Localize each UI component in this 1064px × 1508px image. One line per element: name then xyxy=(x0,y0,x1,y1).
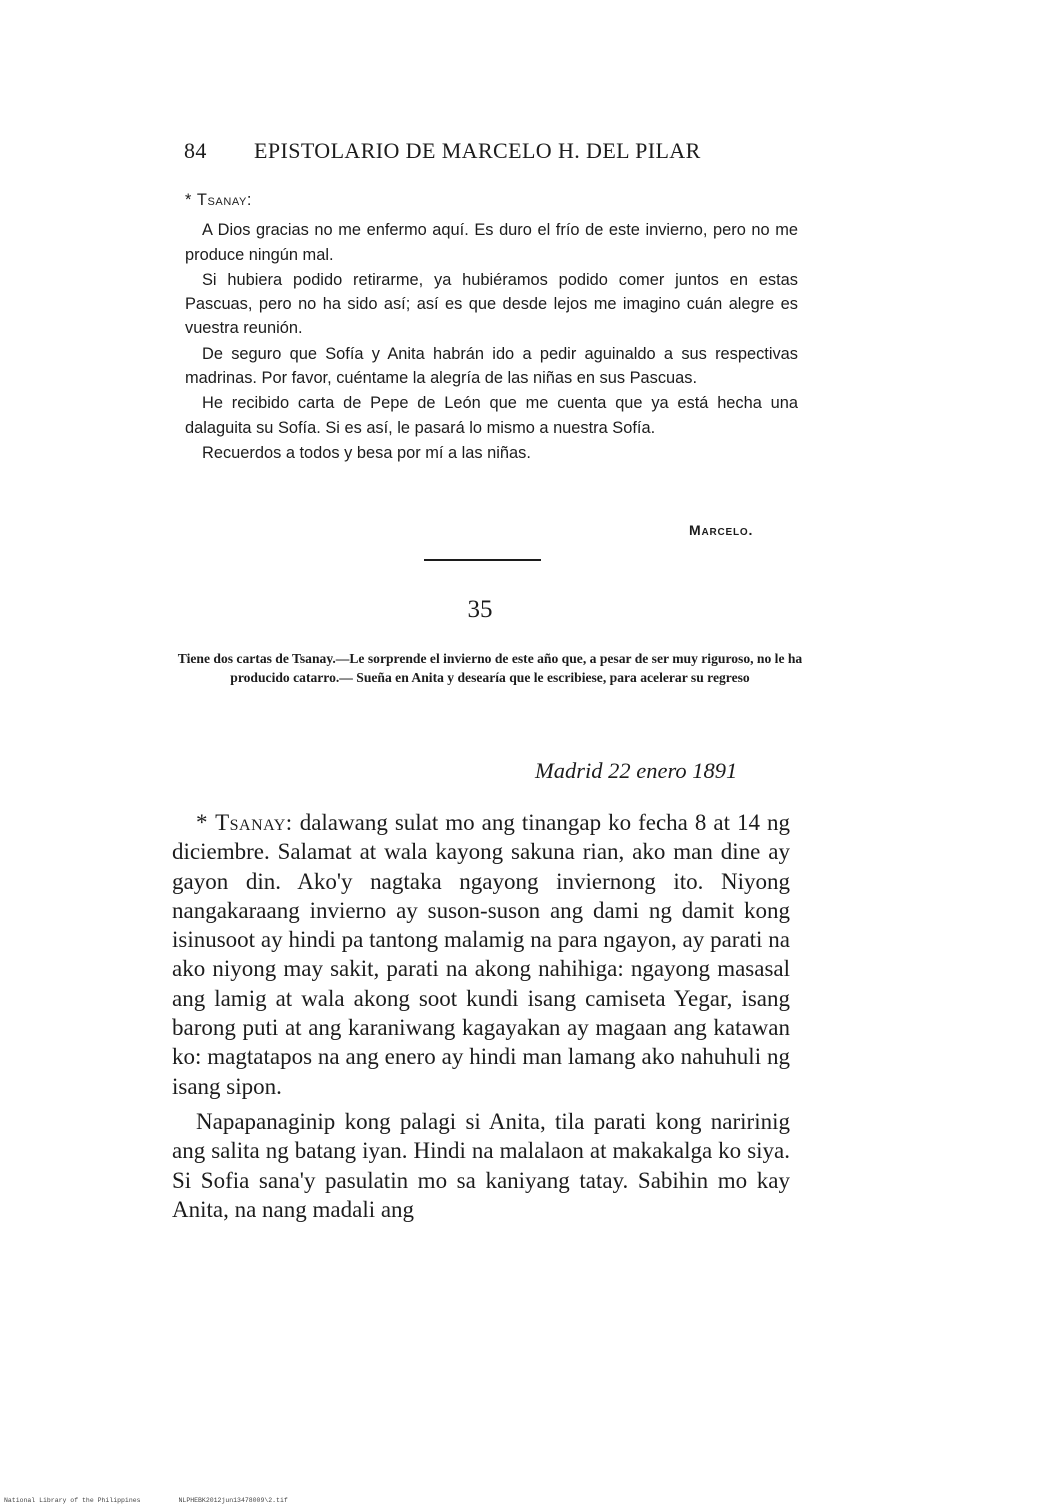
library-credit: National Library of the Philippines xyxy=(4,1497,141,1504)
letter-34-signature: Marcelo. xyxy=(689,522,754,538)
scan-id: NLPHEBK2012jun13478009\2.tif xyxy=(178,1497,288,1504)
letter-35-salutation: * Tsanay: xyxy=(196,810,293,835)
letter-34-salutation: * Tsanay: xyxy=(185,191,253,209)
letter-35-summary: Tiene dos cartas de Tsanay.—Le sorprende el invierno de este año que, a pesar de ser muy riguroso, no le ha producido catarro.— Sueña en Anita y desearía que le escribiese, para acelerar su regreso xyxy=(177,651,803,685)
letter-34-paragraph: De seguro que Sofía y Anita habrán ido a pedir aguinaldo a sus respectivas madrinas. Por favor, cuéntame la alegría de las niñas en sus Pascuas. xyxy=(185,344,798,388)
letter-34-body xyxy=(185,188,798,465)
letter-35-number: 35 xyxy=(467,596,493,623)
letter-35-body xyxy=(172,808,790,1224)
letter-35-dateline: Madrid 22 enero 1891 xyxy=(535,758,738,783)
page-number: 84 xyxy=(184,138,207,163)
letter-35-paragraph-1-text: dalawang sulat mo ang tinangap ko fecha 8 at 14 ng diciembre. Salamat at wala kayong sakuna rian, ako man dine ay gayon din. Ako'y nagtaka ngayong inviernong ito. Niyong nangakaraang invierno ay suson-suson ang dami ng damit kong isinusoot ay hindi pa tantong malamig na para ngayon, ay parati na ako niyong may sakit, parati na akong nahihiga: ngayong masasal ang lamig at wala akong soot kundi isang camiseta Yegar, isang barong puti at ang karaniwang kagayakan ay magaan ang katawan ko: magtatapos na ang enero ay hindi man lamang ako nahuhuli ng isang sipon. xyxy=(172,810,790,1099)
scan-footer xyxy=(4,1497,288,1504)
section-divider xyxy=(424,559,541,561)
letter-35-paragraph xyxy=(172,808,790,1101)
running-title: EPISTOLARIO DE MARCELO H. DEL PILAR xyxy=(254,138,701,163)
letter-34-paragraph: Recuerdos a todos y besa por mí a las niñas. xyxy=(202,443,531,462)
letter-34-paragraph: A Dios gracias no me enfermo aquí. Es duro el frío de este invierno, pero no me produce ningún mal. xyxy=(185,221,798,264)
running-header xyxy=(184,138,744,164)
letter-34-paragraph: He recibido carta de Pepe de León que me cuenta que ya está hecha una dalaguita su Sofía. Si es así, le pasará lo mismo a nuestra Sofía. xyxy=(185,394,798,437)
letter-35-paragraph: Napapanaginip kong palagi si Anita, tila parati kong naririnig ang salita ng batang iyan. Hindi na malalaon at makakalga ko siya. Si Sofia sana'y pasulatin mo sa kaniyang tatay. Sabihin mo kay Anita, na nang madali ang xyxy=(172,1108,790,1222)
letter-34-paragraph: Si hubiera podido retirarme, ya hubiéramos podido comer juntos en estas Pascuas, pero no ha sido así; así es que desde lejos me imagino cuán alegre es vuestra reunión. xyxy=(185,270,798,338)
